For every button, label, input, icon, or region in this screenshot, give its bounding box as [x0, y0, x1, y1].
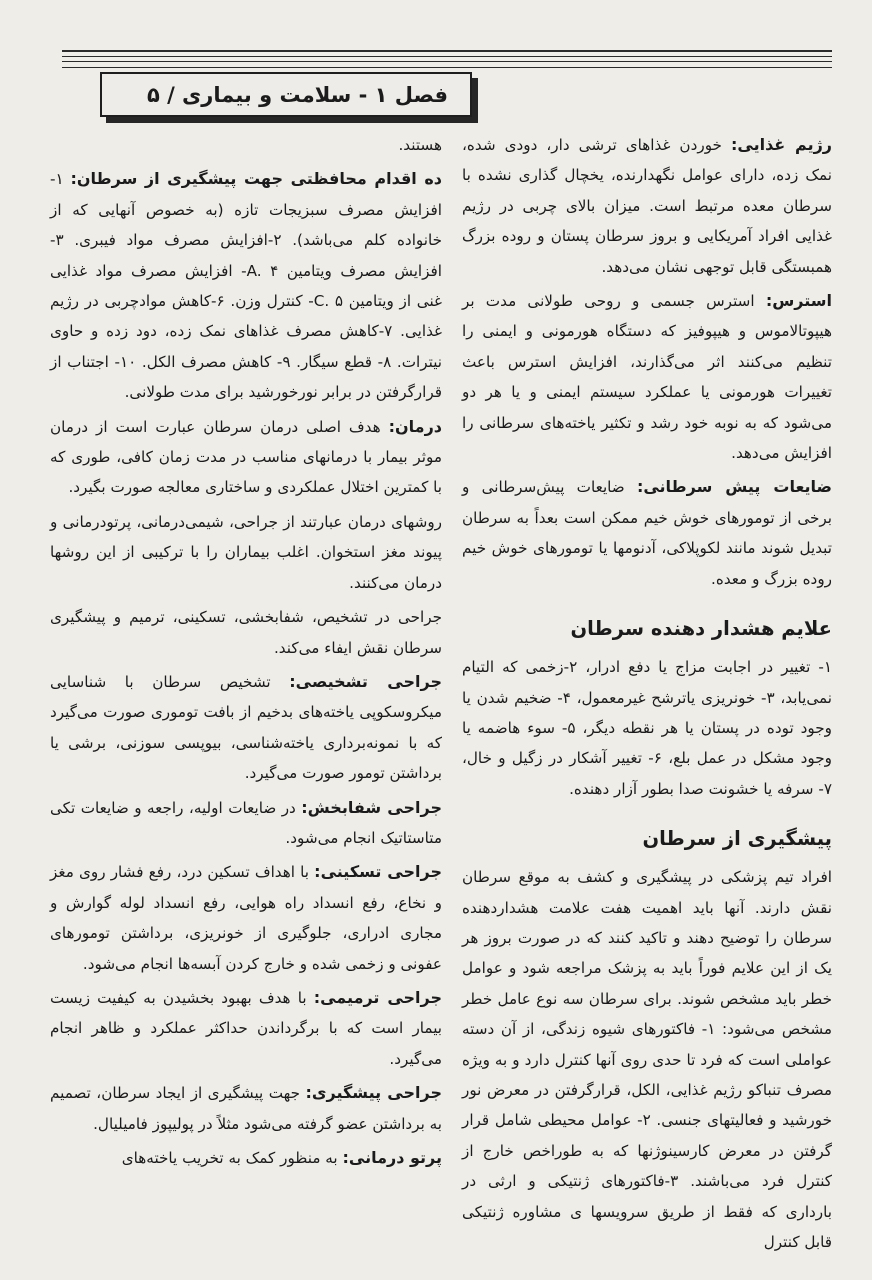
- chapter-title: فصل ۱ - سلامت و بیماری / ۵: [146, 82, 448, 107]
- text-diet: خوردن غذاهای ترشی دار، دودی شده، نمک زده، دارای عوامل نگهدارنده، یخچال گذاری نشده با سرطان معده مرتبط است. میزان بالای چربی در رژیم غذایی افراد آمریکایی و بروز سرطان پستان و روده بزرگ همبستگی قابل توجهی نشان می‌دهد.: [462, 136, 832, 276]
- term-palliative-surgery: جراحی تسکینی:: [314, 862, 442, 882]
- paragraph-treatment: [50, 412, 442, 503]
- text-protective-measures: ۱- افزایش مصرف سبزیجات تازه (به خصوص آنهایی که از خانواده کلم می‌باشد). ۲-افزایش مصرف مواد فیبری. ۳- افزایش مصرف ویتامین A. ۴- افزایش مصرف مواد غذایی غنی از ویتامین C. ۵- کنترل وزن. ۶-کاهش موادچربی در رژیم غذایی. ۷-کاهش مصرف غذاهای نمک زده، دود زده و حاوی نیترات. ۸- قطع سیگار. ۹- کاهش مصرف الکل. ۱۰- اجتناب از قرارگرفتن در برابر نورخورشید برای مدت طولانی.: [50, 170, 443, 402]
- term-diagnostic-surgery: جراحی تشخیصی:: [289, 671, 442, 691]
- text-preventive-surgery: جهت پیشگیری از ایجاد سرطان، تصمیم به برداشتن عضو گرفته می‌شود مثلاً در پولیپوز فامیلیال.: [50, 1084, 442, 1133]
- term-treatment: درمان:: [388, 416, 442, 436]
- text-palliative-surgery: با اهداف تسکین درد، رفع فشار روی مغز و نخاع، رفع انسداد راه هوایی، رفع انسداد لوله گوارش و مجاری ادراری، جلوگیری از خونریزی، برداشتن تومورهای عفونی و زخمی شده و خارج کردن آبسه‌ها انجام می‌شود.: [50, 863, 442, 973]
- left-column: [50, 130, 442, 1177]
- paragraph-radiotherapy: [50, 1143, 442, 1173]
- paragraph-curative-surgery: [50, 793, 442, 854]
- text-stress: استرس جسمی و روحی طولانی مدت بر هیپوتالاموس و هیپوفیز که دستگاه هورمونی و ایمنی را تنظیم می‌کنند اثر می‌گذارند، افزایش استرس باعث تغییرات هورمونی یا عملکرد سیستم ایمنی و یا هر دو می‌شود که به نوبه خود رشد و تکثیر یاخته‌های سرطانی را افزایش می‌دهد.: [462, 292, 832, 463]
- paragraph-precancerous: [462, 472, 832, 594]
- term-protective-measures: ده اقدام محافظتی جهت پیشگیری از سرطان:: [70, 169, 442, 189]
- paragraph-stress: [462, 286, 832, 468]
- text-radiotherapy: به منظور کمک به تخریب یاخته‌های: [121, 1149, 343, 1167]
- heading-warning-signs: علایم هشدار دهنده سرطان: [570, 617, 832, 641]
- term-reconstructive-surgery: جراحی ترمیمی:: [313, 987, 443, 1007]
- term-stress: استرس:: [765, 291, 832, 311]
- paragraph-preventive-surgery: [50, 1078, 442, 1139]
- paragraph-palliative-surgery: [50, 857, 442, 979]
- paragraph-reconstructive-surgery: [50, 983, 442, 1074]
- term-radiotherapy: پرتو درمانی:: [342, 1148, 442, 1167]
- right-column: [462, 130, 832, 1261]
- paragraph-diagnostic-surgery: [50, 667, 442, 789]
- term-precancerous: ضایعات پیش سرطانی:: [636, 477, 833, 497]
- term-preventive-surgery: جراحی پیشگیری:: [305, 1083, 442, 1103]
- paragraph-prevention: افراد تیم پزشکی در پیشگیری و کشف به موقع سرطان نقش دارند. آنها باید اهمیت هفت علامت هشداردهنده سرطان را توضیح دهند و تاکید کنند که در صورت بروز هر یک از این علایم فوراً باید به پزشک مراجعه شود و عوامل خطر باید مشخص شوند. برای سرطان سه نوع عامل خطر مشخص می‌شود: ۱- فاکتورهای شیوه زندگی، از آن دسته عواملی است که فرد تا حدی روی آنها کنترل دارد و به ویژه مصرف تنباکو رژیم غذایی، الکل، قرارگرفتن در معرض نور خورشید و فعالیتهای جنسی. ۲- عوامل محیطی شامل قرار گرفتن در معرض کارسینوژنها که به طوراخص خارج از کنترل فرد می‌باشند. ۳-فاکتورهای ژنتیکی و ارثی در بارداری که فقط از طریق سرویسها ی مشاوره ژنتیکی قابل کنترل: [462, 868, 833, 1251]
- text-reconstructive-surgery: با هدف بهبود بخشیدن به کیفیت زیست بیمار است که با برگرداندن حداکثر عملکرد و ظاهر انجام می‌گیرد.: [50, 988, 442, 1068]
- chapter-header-box: [100, 72, 472, 117]
- paragraph-protective-measures: [50, 164, 442, 407]
- paragraph-surgery-roles: جراحی در تشخیص، شفابخشی، تسکینی، ترمیم و پیشگیری سرطان نقش ایفاء می‌کند.: [50, 608, 442, 657]
- term-diet: رژیم غذایی:: [730, 135, 833, 154]
- heading-cancer-prevention: پیشگیری از سرطان: [642, 827, 832, 851]
- text-treatment: هدف اصلی درمان سرطان عبارت است از درمان موثر بیمار با درمانهای مناسب در مدت زمان کافی، طوری که با کمترین اختلال عملکردی و ساختاری معالجه صورت بگیرد.: [50, 417, 442, 497]
- term-curative-surgery: جراحی شفابخش:: [301, 797, 442, 817]
- text-diagnostic-surgery: تشخیص سرطان با شناسایی میکروسکوپی یاخته‌های بدخیم از بافت توموری صورت می‌گیرد که با نمونه‌برداری یاخته‌شناسی، بیوپسی سوزنی، برشی یا برداشتن تومور صورت می‌گیرد.: [50, 672, 442, 783]
- header-rule-lines: [62, 50, 832, 68]
- text-precancerous: ضایعات پیش‌سرطانی و برخی از تومورهای خوش خیم ممکن است بعداً به سرطان تبدیل شوند مانند لکوپلاکی، آدنومها یا تومورهای خوش خیم روده بزرگ و معده.: [462, 478, 832, 588]
- continuation-text: هستند.: [398, 136, 442, 154]
- paragraph-diet: [462, 130, 832, 282]
- paragraph-warning-signs: ۱- تغییر در اجابت مزاج یا دفع ادرار، ۲-زخمی که التیام نمی‌یابد، ۳- خونریزی یاترشح غیرمعمول، ۴- ضخیم شدن یا وجود توده در پستان یا هر نقطه دیگر، ۵- سوء هاضمه یا وجود مشکل در عمل بلع، ۶- تغییر آشکار در زگیل و خال، ۷- سرفه یا خشونت صدا بطور آزار دهنده.: [462, 658, 833, 798]
- paragraph-treatment-methods: روشهای درمان عبارتند از جراحی، شیمی‌درمانی، پرتودرمانی و پیوند مغز استخوان. اغلب بیماران را با ترکیبی از این روشها درمان می‌کنند.: [50, 512, 442, 592]
- text-curative-surgery: در ضایعات اولیه، راجعه و ضایعات تکی متاستاتیک انجام می‌شود.: [50, 798, 442, 847]
